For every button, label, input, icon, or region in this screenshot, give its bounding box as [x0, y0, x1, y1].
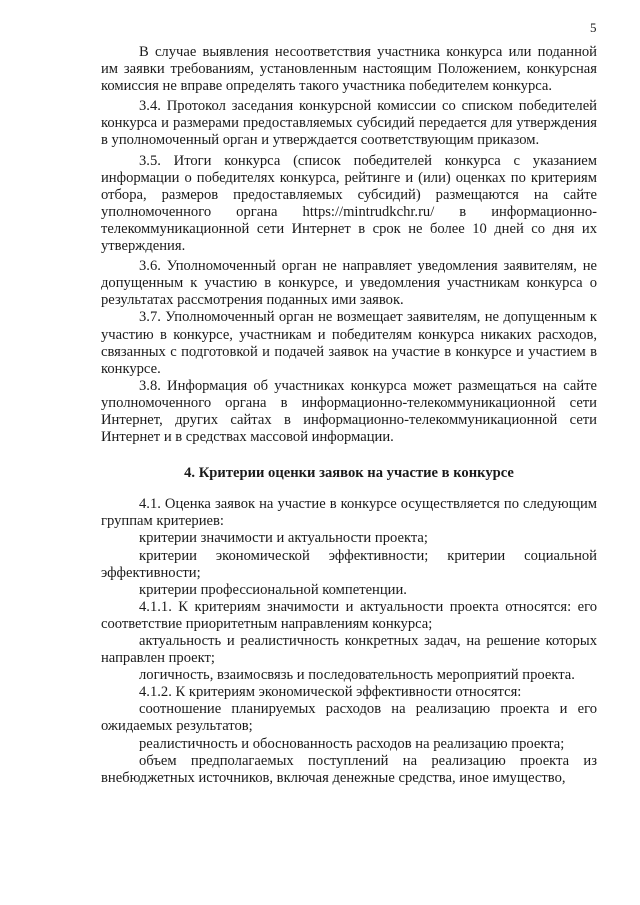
- list-item: критерии профессиональной компетенции.: [139, 581, 407, 598]
- paragraph-3-7: 3.7. Уполномоченный орган не возмещает заявителям, не допущенным к участию в конкурсе, участникам и победителям конкурса никаких расходов, связанных с подготовкой и подачей заявок на участие в конкурсе и участием в конкурсе.: [101, 309, 597, 377]
- list-item: логичность, взаимосвязь и последовательность мероприятий проекта.: [139, 667, 575, 684]
- paragraph-3-8: 3.8. Информация об участниках конкурса может размещаться на сайте уполномоченного органа в информационно-телекоммуникационной сети Интернет, других сайтах в информационно-телекоммуникационной сети Интернет и в средствах массовой информации.: [101, 377, 597, 446]
- page-number: 5: [590, 20, 597, 35]
- paragraph-nonconformity: В случае выявления несоответствия участника конкурса или поданной им заявки требованиям, установленным настоящим Положением, конкурсная комиссия не вправе определять такого участника победителем конкурса.: [101, 44, 597, 95]
- list-item: актуальность и реалистичность конкретных задач, на решение которых направлен проект;: [101, 633, 597, 667]
- paragraph-3-4: 3.4. Протокол заседания конкурсной комиссии со списком победителей конкурса и размерами предоставляемых субсидий передается для утверждения в уполномоченный орган и утверждается соответствующим приказом.: [101, 98, 597, 149]
- list-item: критерии экономической эффективности; критерии социальной эффективности;: [101, 547, 597, 581]
- list-item: реалистичность и обоснованность расходов на реализацию проекта;: [139, 735, 565, 752]
- paragraph-3-6: 3.6. Уполномоченный орган не направляет уведомления заявителям, не допущенным к участию в конкурсе, и уведомления участникам конкурса о результатах рассмотрения поданных ими заявок.: [101, 258, 597, 309]
- list-item: критерии значимости и актуальности проекта;: [139, 530, 428, 547]
- paragraph-4-1-2: 4.1.2. К критериям экономической эффективности относятся:: [139, 684, 522, 701]
- list-item: соотношение планируемых расходов на реализацию проекта и его ожидаемых результатов;: [101, 701, 597, 735]
- paragraph-4-1: 4.1. Оценка заявок на участие в конкурсе осуществляется по следующим группам критериев:: [101, 496, 597, 530]
- document-body: [101, 44, 597, 787]
- section-heading: 4. Критерии оценки заявок на участие в конкурсе: [184, 465, 514, 482]
- list-item: объем предполагаемых поступлений на реализацию проекта из внебюджетных источников, включая денежные средства, иное имущество,: [101, 752, 597, 786]
- paragraph-4-1-1: 4.1.1. К критериям значимости и актуальности проекта относятся: его соответствие приоритетным направлениям конкурса;: [101, 598, 597, 632]
- paragraph-3-5: 3.5. Итоги конкурса (список победителей конкурса с указанием информации о победителях конкурса, рейтинге и (или) оценках по критериям отбора, размеров предоставляемых субсидий) размещаются на сайте уполномоченного органа https://mintrudkchr.ru/ в информационно-телекоммуникационной сети Интернет в срок не более 10 дней со дня их утверждения.: [101, 152, 597, 255]
